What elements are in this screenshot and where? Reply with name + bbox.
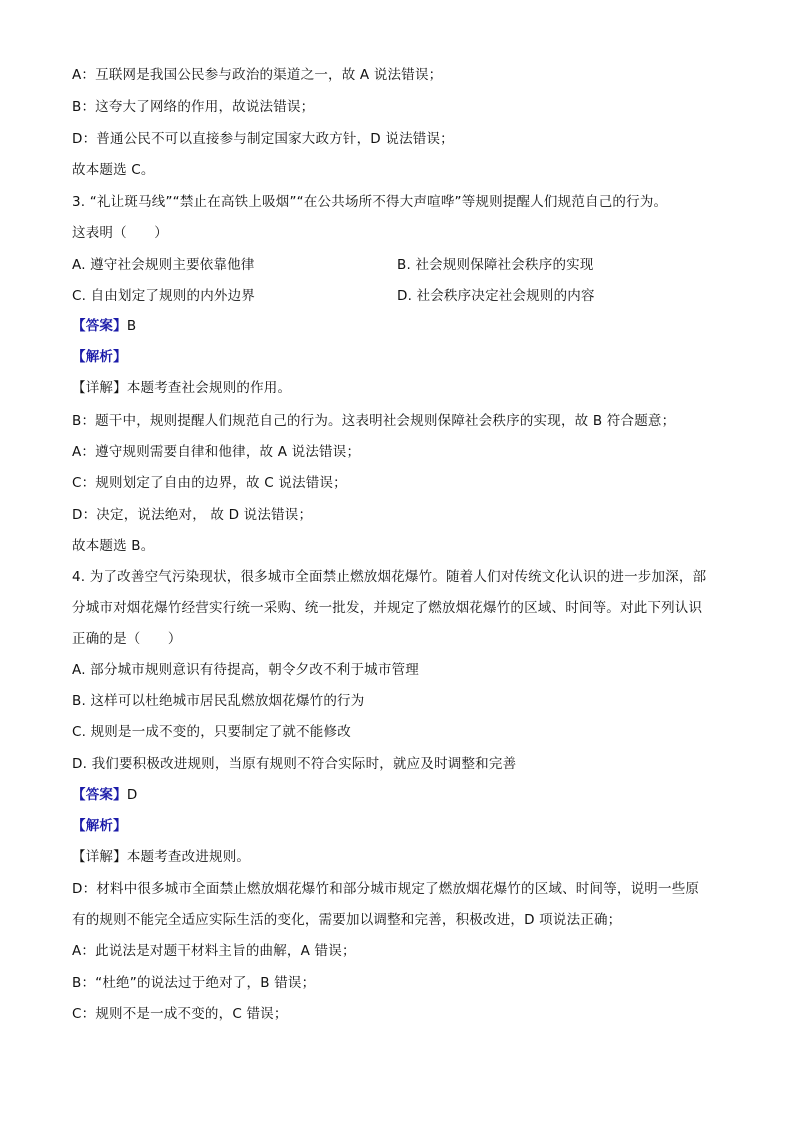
q3-stem-line1: 3. “礼让斑马线”“禁止在高铁上吸烟”“在公共场所不得大声喧哗”等规则提醒人们规范自己的行为。 — [72, 194, 668, 210]
q4-explanation-c: C：规则不是一成不变的，C 错误； — [72, 1006, 288, 1022]
q3-explanation-a: A：遵守规则需要自律和他律，故 A 说法错误； — [72, 444, 361, 460]
q3-detail-line — [72, 378, 291, 398]
q4-detail-text: 本题考查改进规则。 — [126, 849, 251, 865]
q3-explanation-c: C：规则划定了自由的边界，故 C 说法错误； — [72, 475, 347, 491]
q4-analysis-tag: 【解析】 — [72, 818, 127, 834]
q4-stem-line3: 正确的是（ ） — [72, 631, 182, 647]
q3-explanation-b: B：题干中，规则提醒人们规范自己的行为。这表明社会规则保障社会秩序的实现，故 B 符合题意； — [72, 413, 676, 429]
q4-answer-line — [72, 785, 137, 805]
q3-stem-line2: 这表明（ ） — [72, 225, 168, 241]
q4-option-a: A. 部分城市规则意识有待提高，朝令夕改不利于城市管理 — [72, 662, 419, 678]
q4-detail-line — [72, 847, 250, 867]
q2-explanation-d: D：普通公民不可以直接参与制定国家大政方针，D 说法错误； — [72, 131, 454, 147]
q3-option-a: A. 遵守社会规则主要依靠他律 — [72, 257, 255, 273]
q4-stem-line1: 4. 为了改善空气污染现状，很多城市全面禁止燃放烟花爆竹。随着人们对传统文化认识的进一步加深，部 — [72, 569, 707, 585]
q4-option-d: D. 我们要积极改进规则，当原有规则不符合实际时，就应及时调整和完善 — [72, 756, 517, 772]
q3-analysis-line — [72, 347, 127, 367]
q4-explanation-d-line2: 有的规则不能完全适应实际生活的变化，需要加以调整和完善，积极改进，D 项说法正确； — [72, 912, 622, 928]
q4-explanation-d-line1: D：材料中很多城市全面禁止燃放烟花爆竹和部分城市规定了燃放烟花爆竹的区域、时间等，说明一些原 — [72, 881, 700, 897]
q4-option-b: B. 这样可以杜绝城市居民乱燃放烟花爆竹的行为 — [72, 693, 365, 709]
q4-explanation-a: A：此说法是对题干材料主旨的曲解，A 错误； — [72, 943, 356, 959]
q3-option-b: B. 社会规则保障社会秩序的实现 — [397, 257, 594, 273]
q4-explanation-b: B：“杜绝”的说法过于绝对了，B 错误； — [72, 975, 316, 991]
q3-explanation-d: D：决定，说法绝对， 故 D 说法错误； — [72, 507, 313, 523]
q3-analysis-tag: 【解析】 — [72, 349, 127, 365]
q4-detail-tag: 【详解】 — [72, 849, 127, 865]
q3-conclusion: 故本题选 B。 — [72, 538, 155, 554]
q3-answer-value: B — [126, 318, 137, 334]
q3-option-c: C. 自由划定了规则的内外边界 — [72, 288, 256, 304]
q3-answer-line — [72, 316, 136, 336]
q4-answer-tag: 【答案】 — [72, 787, 127, 803]
q4-analysis-line — [72, 816, 127, 836]
q3-option-d: D. 社会秩序决定社会规则的内容 — [397, 288, 595, 304]
q4-stem-line2: 分城市对烟花爆竹经营实行统一采购、统一批发，并规定了燃放烟花爆竹的区域、时间等。对此下列认识 — [72, 600, 703, 616]
q3-detail-tag: 【详解】 — [72, 380, 127, 396]
q2-explanation-b: B：这夸大了网络的作用，故说法错误； — [72, 99, 315, 115]
q4-answer-value: D — [126, 787, 138, 803]
q3-detail-text: 本题考查社会规则的作用。 — [126, 380, 292, 396]
q2-conclusion: 故本题选 C。 — [72, 162, 155, 178]
q3-answer-tag: 【答案】 — [72, 318, 127, 334]
q2-explanation-a: A：互联网是我国公民参与政治的渠道之一，故 A 说法错误； — [72, 67, 443, 83]
q4-option-c: C. 规则是一成不变的，只要制定了就不能修改 — [72, 724, 351, 740]
